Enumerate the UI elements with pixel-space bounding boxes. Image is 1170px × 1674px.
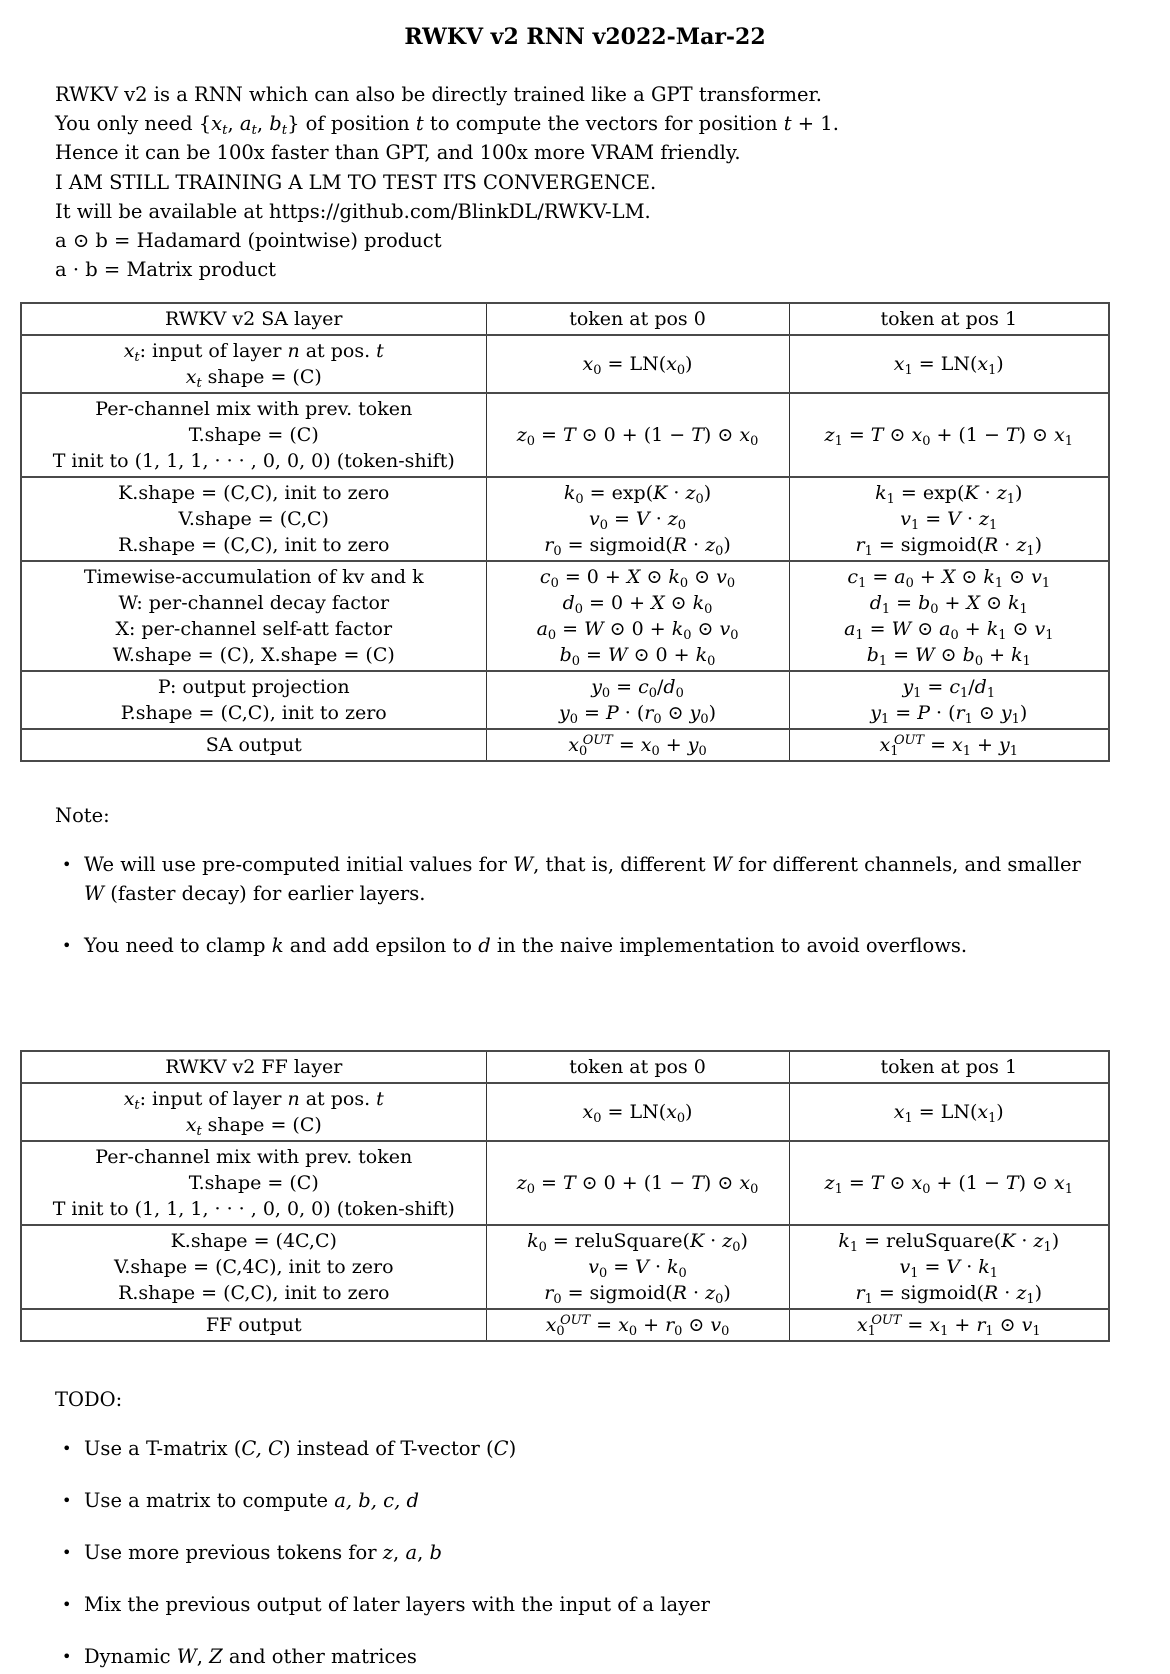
table-header-cell: token at pos 1 [789,303,1109,335]
formula-line: $y_1 = c_1/d_1$ [902,676,996,702]
row-desc-cell [21,1141,486,1225]
bullet-icon: • [62,936,72,956]
todo-heading: TODO: [55,1388,123,1412]
formula-line: $z_0 = T$ ⊙ 0 + (1 − T) ⊙ $x_0$ [516,424,759,450]
pos0-cell [486,561,789,671]
formula-line: $z_1 = T$ ⊙ $x_0 + (1 - T)$ ⊙ $x_1$ [824,1172,1073,1198]
pos1-cell [789,1083,1109,1141]
table-row [21,1141,1109,1225]
formula-line: $z_1 = T$ ⊙ $x_0 + (1 - T)$ ⊙ $x_1$ [824,424,1073,450]
desc-line: T.shape = (C) [188,424,319,447]
table-row [21,1309,1109,1341]
note-list [55,850,1170,960]
formula-line: $y_0 = c_0/d_0$ [591,676,684,702]
pos0-cell [486,1225,789,1309]
formula-line: $a_1 = W$ ⊙ $a_0 + k_1$ ⊙ $v_1$ [844,618,1054,644]
bullet-icon: • [62,1439,72,1459]
pos1-cell [789,393,1109,477]
desc-line: X: per-channel self-att factor [115,618,393,641]
desc-line: K.shape = (4C,C) [170,1230,337,1253]
table-header-cell: token at pos 0 [486,1051,789,1083]
desc-line: P.shape = (C,C), init to zero [120,702,387,725]
desc-line: R.shape = (C,C), init to zero [118,534,390,557]
desc-line: Per-channel mix with prev. token [95,398,413,421]
todo-item-text: Mix the previous output of later layers with the input of a layer [84,1593,710,1617]
desc-line: Timewise-accumulation of kv and k [83,566,424,589]
pos1-cell [789,729,1109,761]
desc-line: $x_t$ shape = (C) [185,366,322,392]
desc-line: K.shape = (C,C), init to zero [118,482,390,505]
intro-paragraph [55,80,1170,284]
intro-line: I AM STILL TRAINING A LM TO TEST ITS CONVERGENCE. [55,170,657,194]
table-row [21,1225,1109,1309]
pos0-cell [486,393,789,477]
row-desc-cell [21,477,486,561]
formula-line: $v_0 = V \cdot k_0$ [588,1256,687,1282]
table-row [21,671,1109,729]
note-item [62,850,1170,908]
formula-line: $a_0 = W$ ⊙ $0 + k_0$ ⊙ $v_0$ [536,618,739,644]
formula-line: $x_1 = LN(x_1)$ [893,1101,1004,1127]
todo-item [62,1590,1170,1619]
formula-line: $y_1 = P \cdot (r_1$ ⊙ $y_1$) [870,702,1028,728]
formula-line: $x_1^{OUT} = x_1 + r_1$ ⊙ $v_1$ [856,1313,1041,1340]
row-desc-cell [21,671,486,729]
row-desc-cell [21,729,486,761]
desc-line: $x_t$ shape = (C) [185,1114,322,1140]
row-desc-cell [21,393,486,477]
pos1-cell [789,561,1109,671]
formula-line: $r_0$ = sigmoid(R · $z_0$) [544,534,731,560]
table-row [21,561,1109,671]
table-header-row [21,1051,1109,1083]
intro-line: a · b = Matrix product [55,258,276,282]
desc-line: FF output [205,1314,302,1337]
formula-line: $d_0 = 0 + X$ ⊙ $k_0$ [562,592,713,618]
table-header-row [21,303,1109,335]
formula-line: $z_0 = T$ ⊙ 0 + (1 − T) ⊙ $x_0$ [516,1172,759,1198]
pos1-cell [789,335,1109,393]
ff-layer-table [20,1050,1110,1342]
pos0-cell [486,729,789,761]
table-header-cell: token at pos 0 [486,303,789,335]
desc-line: $x_t$: input of layer n at pos. t [123,1088,384,1114]
formula-line: $v_1 = V \cdot z_1$ [900,508,998,534]
pos1-cell [789,1309,1109,1341]
formula-line: $x_0 = LN(x_0)$ [582,1101,693,1127]
row-desc-cell [21,335,486,393]
pos0-cell [486,1309,789,1341]
desc-line: T init to (1, 1, 1, · · · , 0, 0, 0) (token-shift) [52,450,455,473]
todo-item [62,1642,1170,1671]
desc-line: T.shape = (C) [188,1172,319,1195]
pos1-cell [789,1225,1109,1309]
formula-line: $k_1$ = reluSquare(K · $z_1$) [838,1230,1060,1256]
formula-line: $c_1 = a_0 + X$ ⊙ $k_1$ ⊙ $v_1$ [847,566,1051,592]
pos0-cell [486,671,789,729]
desc-line: P: output projection [157,676,350,699]
formula-line: $b_0 = W$ ⊙ $0 + k_0$ [559,644,716,670]
table-row [21,393,1109,477]
formula-line: $x_1 = LN(x_1)$ [893,353,1004,379]
intro-line: a ⊙ b = Hadamard (pointwise) product [55,229,442,253]
bullet-icon: • [62,1491,72,1511]
formula-line: $x_0 = LN(x_0)$ [582,353,693,379]
intro-line: It will be available at https://github.com/BlinkDL/RWKV-LM. [55,199,651,223]
todo-item-text: Use a matrix to compute a, b, c, d [84,1489,419,1513]
bullet-icon: • [62,855,72,875]
desc-line: SA output [205,734,302,757]
desc-line: W.shape = (C), X.shape = (C) [112,644,395,667]
formula-line: $k_0 = \exp(K \cdot z_0)$ [563,482,712,508]
formula-line: $c_0 = 0 + X$ ⊙ $k_0$ ⊙ $v_0$ [539,566,736,592]
row-desc-cell [21,1225,486,1309]
note-item [62,931,1170,960]
table-header-cell: RWKV v2 SA layer [21,303,486,335]
todo-item [62,1538,1170,1567]
todo-item [62,1486,1170,1515]
formula-line: $x_1^{OUT} = x_1 + y_1$ [879,733,1018,760]
table-row [21,729,1109,761]
formula-line: $r_0$ = sigmoid(R · $z_0$) [544,1282,731,1308]
desc-line: R.shape = (C,C), init to zero [118,1282,390,1305]
formula-line: $x_0^{OUT} = x_0 + r_0$ ⊙ $v_0$ [545,1313,730,1340]
row-desc-cell [21,1309,486,1341]
table-row [21,335,1109,393]
formula-line: $k_0$ = reluSquare(K · $z_0$) [527,1230,748,1256]
formula-line: $v_0 = V \cdot z_0$ [588,508,687,534]
table-header-cell: RWKV v2 FF layer [21,1051,486,1083]
formula-line: $b_1 = W$ ⊙ $b_0 + k_1$ [866,644,1031,670]
bullet-icon: • [62,1647,72,1667]
table-row [21,1083,1109,1141]
todo-item-text: Use a T-matrix (C, C) instead of T-vector (C) [84,1437,517,1461]
note-item-text: We will use pre-computed initial values for W, that is, different W for different channels, and smaller W (faster decay) for earlier layers. [84,853,1081,906]
desc-line: T init to (1, 1, 1, · · · , 0, 0, 0) (token-shift) [52,1198,455,1221]
desc-line: Per-channel mix with prev. token [95,1146,413,1169]
pos0-cell [486,1141,789,1225]
pos0-cell [486,477,789,561]
formula-line: $x_0^{OUT} = x_0 + y_0$ [568,733,707,760]
row-desc-cell [21,1083,486,1141]
formula-line: $k_1 = \exp(K \cdot z_1)$ [875,482,1023,508]
bullet-icon: • [62,1595,72,1615]
todo-item-text: Use more previous tokens for z, a, b [84,1541,442,1565]
desc-line: V.shape = (C,4C), init to zero [113,1256,394,1279]
table-row [21,477,1109,561]
todo-list [55,1434,1170,1671]
note-item-text: You need to clamp k and add epsilon to d in the naive implementation to avoid overflows. [84,934,968,958]
note-heading: Note: [55,804,110,828]
table-header-cell: token at pos 1 [789,1051,1109,1083]
formula-line: $y_0 = P \cdot (r_0$ ⊙ $y_0$) [559,702,716,728]
desc-line: $x_t$: input of layer n at pos. t [123,340,384,366]
pos0-cell [486,1083,789,1141]
todo-item [62,1434,1170,1463]
formula-line: $r_1$ = sigmoid(R · $z_1$) [855,534,1042,560]
pos1-cell [789,1141,1109,1225]
formula-line: $r_1$ = sigmoid(R · $z_1$) [855,1282,1042,1308]
page-title: RWKV v2 RNN v2022-Mar-22 [404,24,766,50]
intro-line: Hence it can be 100x faster than GPT, and 100x more VRAM friendly. [55,141,741,165]
formula-line: $v_1 = V \cdot k_1$ [899,1256,999,1282]
desc-line: W: per-channel decay factor [118,592,390,615]
row-desc-cell [21,561,486,671]
formula-line: $d_1 = b_0 + X$ ⊙ $k_1$ [869,592,1028,618]
pos1-cell [789,671,1109,729]
pos1-cell [789,477,1109,561]
desc-line: V.shape = (C,C) [178,508,329,531]
intro-line: RWKV v2 is a RNN which can also be directly trained like a GPT transformer. [55,83,822,106]
sa-layer-table [20,302,1110,762]
pos0-cell [486,335,789,393]
intro-line: You only need {$x_t$, $a_t$, $b_t$} of position t to compute the vectors for position t + 1. [55,112,839,139]
bullet-icon: • [62,1543,72,1563]
todo-item-text: Dynamic W, Z and other matrices [84,1645,417,1669]
